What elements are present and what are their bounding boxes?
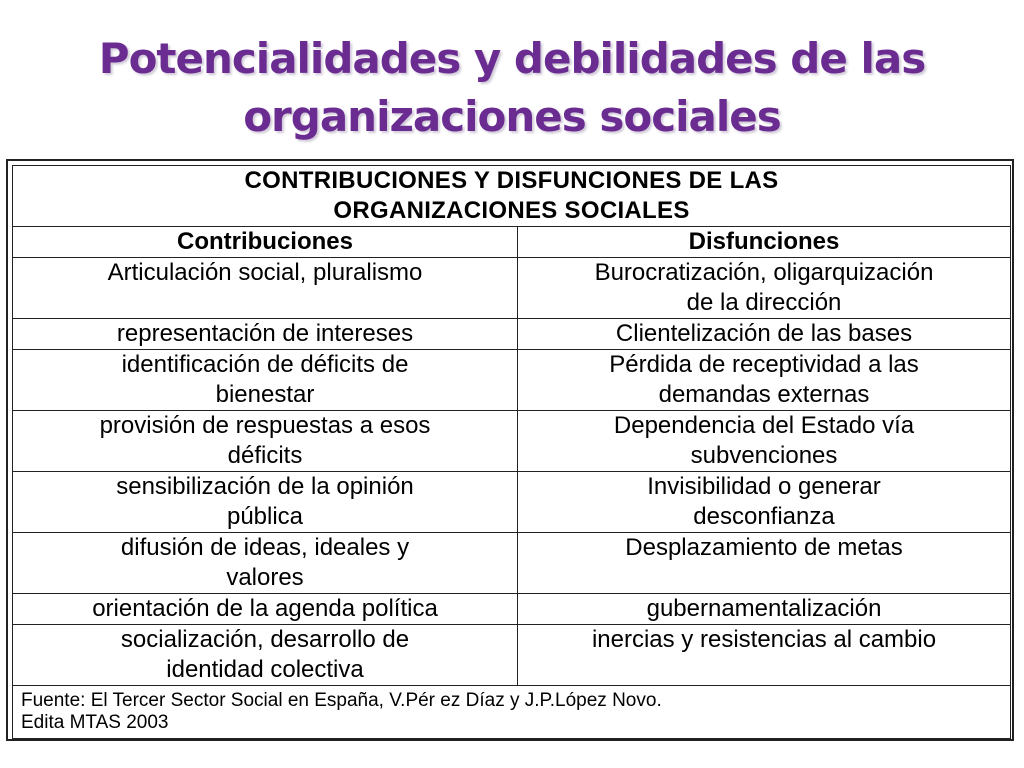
cell-line: pública [226, 503, 304, 530]
slide-title-line-1: Potencialidades y debilidades de las [98, 34, 926, 83]
cell-line: Articulación social, pluralismo [107, 259, 423, 286]
cell-line: valores [226, 564, 304, 591]
table-row [13, 625, 1011, 686]
cell-line: sensibilización de la opinión [116, 473, 414, 500]
source-line-1: Fuente: El Tercer Sector Social en España, V.Pér ez Díaz y J.P.López Novo. [21, 690, 662, 711]
cell-line: provisión de respuestas a esos [99, 412, 431, 439]
cell-line: representación de intereses [116, 320, 414, 347]
table-row [13, 533, 1011, 594]
cell-line: demandas externas [658, 381, 870, 408]
contribucion-cell [13, 594, 518, 625]
disfuncion-cell [518, 472, 1011, 533]
cell-line: socialización, desarrollo de [120, 626, 410, 653]
cell-line: Dependencia del Estado vía [613, 412, 915, 439]
cell-line: déficits [227, 442, 303, 469]
disfuncion-cell [518, 350, 1011, 411]
column-header-disfunciones: Disfunciones [518, 227, 1011, 258]
disfuncion-cell [518, 319, 1011, 350]
contribucion-cell [13, 350, 518, 411]
table-header-line-2: ORGANIZACIONES SOCIALES [333, 197, 690, 224]
source-note [13, 686, 1011, 739]
contribucion-cell [13, 411, 518, 472]
disfuncion-cell [518, 258, 1011, 319]
table-row [13, 319, 1011, 350]
cell-line: Burocratización, oligarquización [594, 259, 934, 286]
cell-line: difusión de ideas, ideales y [120, 534, 410, 561]
cell-line: Desplazamiento de metas [625, 534, 903, 561]
cell-line: inercias y resistencias al cambio [591, 626, 937, 653]
cell-line: Invisibilidad o generar [647, 473, 881, 500]
contribucion-cell [13, 472, 518, 533]
table-row [13, 258, 1011, 319]
cell-line: identificación de déficits de [121, 351, 409, 378]
contributions-dysfunctions-table [12, 165, 1011, 739]
table-row [13, 472, 1011, 533]
contribucion-cell [13, 533, 518, 594]
table-header-line-1: CONTRIBUCIONES Y DISFUNCIONES DE LAS [244, 167, 779, 194]
slide-title [0, 30, 1024, 146]
disfuncion-cell [518, 533, 1011, 594]
cell-line: orientación de la agenda política [92, 595, 438, 622]
disfuncion-cell [518, 411, 1011, 472]
cell-line: Pérdida de receptividad a las [609, 351, 919, 378]
contribucion-cell [13, 625, 518, 686]
disfuncion-cell [518, 594, 1011, 625]
table-frame [6, 159, 1014, 741]
table-row [13, 594, 1011, 625]
cell-line: de la dirección [686, 289, 842, 316]
cell-line: Clientelización de las bases [615, 320, 913, 347]
column-header-contribuciones: Contribuciones [13, 227, 518, 258]
cell-line: identidad colectiva [166, 656, 364, 683]
contribucion-cell [13, 258, 518, 319]
cell-line: gubernamentalización [646, 595, 882, 622]
cell-line: desconfianza [693, 503, 835, 530]
source-line-2: Edita MTAS 2003 [21, 712, 169, 733]
cell-line: subvenciones [690, 442, 838, 469]
disfuncion-cell [518, 625, 1011, 686]
cell-line: bienestar [215, 381, 315, 408]
contribucion-cell [13, 319, 518, 350]
table-row [13, 350, 1011, 411]
table-row [13, 411, 1011, 472]
table-header [13, 166, 1011, 227]
slide-title-line-2: organizaciones sociales [243, 92, 781, 141]
